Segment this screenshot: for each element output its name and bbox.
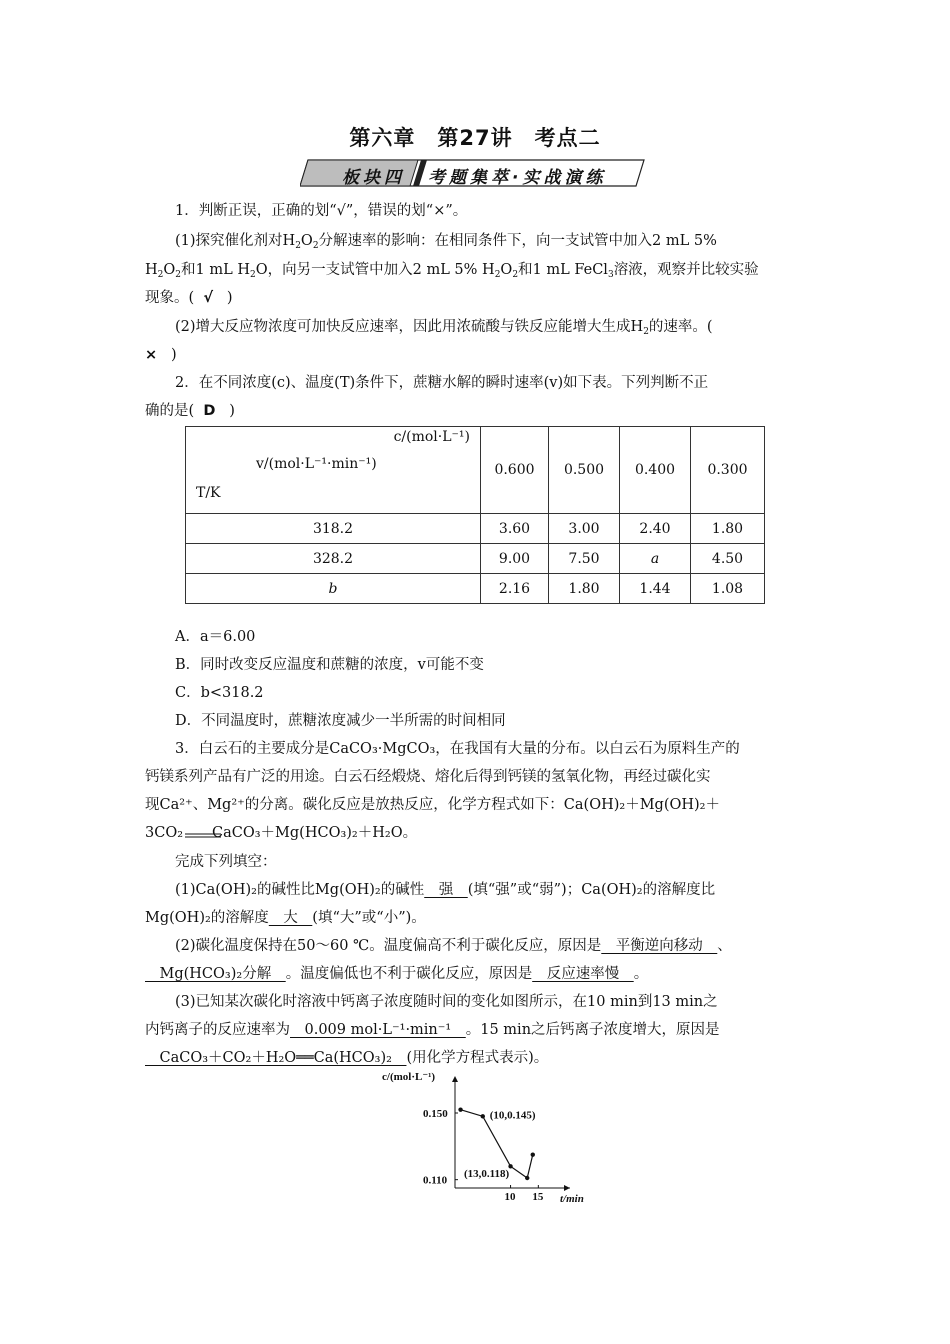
col-header: 0.500 — [549, 427, 620, 514]
cell: 1.80 — [691, 514, 765, 544]
concentration-chart — [360, 1068, 610, 1208]
cell: 9.00 — [481, 544, 549, 574]
cell: 3.00 — [549, 514, 620, 544]
x-axis-arrow-icon — [564, 1185, 570, 1191]
col-header: 0.300 — [691, 427, 765, 514]
option-d: D．不同温度时，蔗糖浓度减少一半所需的时间相同 — [175, 713, 506, 729]
option-a: A．a＝6.00 — [175, 629, 256, 645]
y-axis-arrow-icon — [452, 1076, 458, 1082]
data-point — [525, 1176, 529, 1180]
q1-s2: $H_2O_2$和1 mL $H_2O$，向另一支试管中加入2 mL 5% $H_2O_2$和1 mL FeCl$_3$溶液，观察并比较实验 — [145, 262, 759, 280]
data-point — [481, 1114, 485, 1118]
table-row — [186, 574, 765, 604]
q1-s1: (1)探究催化剂对$H_2O_2$分解速率的影响：在相同条件下，向一支试管中加入2 mL 5% — [175, 233, 717, 251]
q1-t1: (2)增大反应物浓度可加快反应速率，因此用浓硫酸与铁反应能增大生成$H_2$的速率。( — [175, 319, 713, 337]
q2-stem: 2．在不同浓度(c)、温度(T)条件下，蔗糖水解的瞬时速率(v)如下表。下列判断不正 — [175, 375, 709, 391]
row-temp: 328.2 — [186, 544, 481, 574]
q1-answer-2: × — [145, 347, 158, 363]
col-header: 0.600 — [481, 427, 549, 514]
q3-b2: Mg(HCO₃)₂分解 。温度偏低也不利于碳化反应，原因是 反应速率慢 。 — [145, 966, 649, 982]
cell: 1.08 — [691, 574, 765, 604]
equilibrium-arrow-icon — [183, 826, 223, 842]
answer-blank: Mg(HCO₃)₂分解 — [145, 966, 286, 982]
q3-a2: Mg(OH)₂的溶解度 大 (填“大”或“小”)。 — [145, 910, 426, 926]
option-b: B．同时改变反应温度和蔗糖的浓度，v可能不变 — [175, 657, 484, 673]
answer-blank: 强 — [424, 882, 468, 898]
answer-blank: 反应速率慢 — [532, 966, 634, 982]
data-point — [531, 1152, 535, 1156]
answer-blank: 大 — [268, 910, 313, 926]
option-c: C．b<318.2 — [175, 685, 264, 701]
row-temp: b — [186, 574, 481, 604]
x-tick-label: 15 — [532, 1191, 544, 1203]
q3-c1: (3)已知某次碳化时溶液中钙离子浓度随时间的变化如图所示，在10 min到13 min之 — [175, 994, 718, 1010]
page-title: 第六章 第27讲 考点二 — [349, 126, 601, 150]
cell: 3.60 — [481, 514, 549, 544]
q3-p2: 钙镁系列产品有广泛的用途。白云石经煅烧、熔化后得到钙镁的氢氧化物，再经过碳化实 — [145, 769, 711, 785]
q1-answer-1: √ — [203, 290, 214, 306]
answer-blank: 0.009 mol·L⁻¹·min⁻¹ — [290, 1022, 466, 1038]
cell: 1.44 — [620, 574, 691, 604]
q3-fill-label: 完成下列填空： — [175, 854, 277, 870]
q1-t2: × ) — [145, 347, 177, 363]
annotation-label: (13,0.118) — [464, 1168, 510, 1180]
q3-p4: 3CO₂ CaCO₃＋Mg(HCO₃)₂＋H₂O。 — [145, 825, 418, 841]
annotation-label: (10,0.145) — [489, 1109, 536, 1122]
table-row — [186, 514, 765, 544]
q1-stem: 1．判断正误，正确的划“√”，错误的划“×”。 — [175, 203, 468, 219]
header-concentration: c/(mol·L⁻¹) — [393, 429, 470, 445]
q3-a1: (1)Ca(OH)₂的碱性比Mg(OH)₂的碱性 强 (填“强”或“弱”)；Ca(OH)₂的溶解度比 — [175, 882, 716, 898]
cell: 1.80 — [549, 574, 620, 604]
table-header-row — [186, 427, 765, 514]
rate-table — [185, 426, 765, 604]
header-temperature: T/K — [196, 485, 221, 501]
cell: 2.16 — [481, 574, 549, 604]
cell: 7.50 — [549, 544, 620, 574]
table-corner-cell — [186, 427, 481, 514]
q2-stem-2: 确的是( D ) — [145, 403, 235, 419]
cell: a — [620, 544, 691, 574]
row-temp: 318.2 — [186, 514, 481, 544]
banner-text — [300, 161, 652, 187]
banner-left: 板块四 — [342, 168, 405, 188]
cell: 4.50 — [691, 544, 765, 574]
q3-c3: CaCO₃＋CO₂＋H₂O══Ca(HCO₃)₂ (用化学方程式表示)。 — [145, 1050, 549, 1066]
answer-blank: CaCO₃＋CO₂＋H₂O══Ca(HCO₃)₂ — [145, 1050, 407, 1066]
q3-c2: 内钙离子的反应速率为 0.009 mol·L⁻¹·min⁻¹ 。15 min之后钙离子浓度增大，原因是 — [145, 1022, 720, 1038]
q2-answer: D — [203, 403, 216, 419]
banner-right: 考题集萃·实战演练 — [428, 168, 607, 188]
x-tick-label: 10 — [504, 1191, 516, 1203]
q3-p1: 3．白云石的主要成分是CaCO₃·MgCO₃，在我国有大量的分布。以白云石为原料生产的 — [175, 741, 740, 757]
cell: 2.40 — [620, 514, 691, 544]
y-tick-label: 0.150 — [423, 1108, 448, 1120]
table-row — [186, 544, 765, 574]
q3-b1: (2)碳化温度保持在50～60 ℃。温度偏高不利于碳化反应，原因是 平衡逆向移动 、 — [175, 938, 732, 954]
y-axis-label: c/(mol·L⁻¹) — [382, 1071, 436, 1083]
x-axis-label: t/min — [560, 1193, 584, 1205]
y-tick-label: 0.110 — [423, 1174, 448, 1187]
q1-s3: 现象。( √ ) — [145, 290, 233, 306]
data-point — [458, 1107, 462, 1111]
col-header: 0.400 — [620, 427, 691, 514]
header-rate: v/(mol·L⁻¹·min⁻¹) — [256, 456, 377, 472]
q3-p3: 现Ca²⁺、Mg²⁺的分离。碳化反应是放热反应，化学方程式如下：Ca(OH)₂＋Mg(OH)₂＋ — [145, 797, 720, 813]
answer-blank: 平衡逆向移动 — [601, 938, 718, 954]
